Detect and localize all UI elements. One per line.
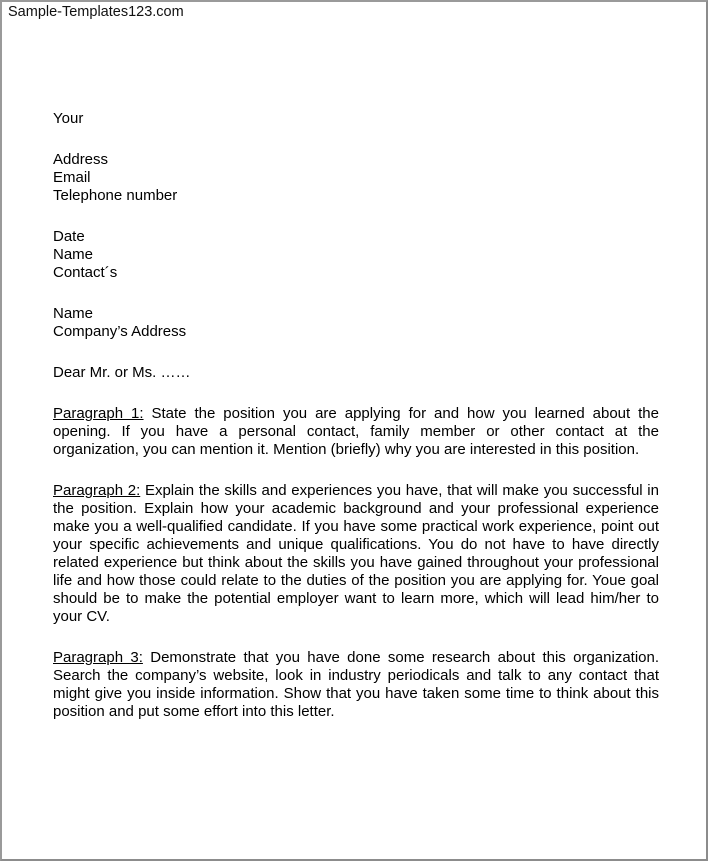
cover-letter-body [53,110,659,721]
paragraph-1-text: State the position you are applying for and how you learned about the opening. If you have a personal contact, family member or other contact at the organization, you can mention it. Mention (briefly) why you are interested in this position. [53,405,659,458]
sender-block [53,110,659,205]
recipient-name: Name [53,305,94,322]
paragraph-1-label: Paragraph 1: [53,405,144,422]
paragraph-2-text: Explain the skills and experiences you have, that will make you successful in the position. Explain how your academic background and your professional experience make you a well-qualified candidate. If you have some practical work experience, point out your specific achievements and unique qualifications. You do not have to have directly related experience but think about the skills you have gained throughout your professional life and how those could relate to the duties of the position you are applying for. Youe goal should be to make the potential employer want to learn more, which will lead him/her to your CV. [53,482,659,625]
contacts-line: Contact´s [53,264,118,281]
paragraph-3-text: Demonstrate that you have done some research about this organization. Search the company’s website, look in industry periodicals and talk to any contact that might give you inside information. Show that you have taken some time to think about this position and put some effort into this letter. [53,649,660,720]
paragraph-3 [53,649,659,721]
paragraph-2 [53,482,659,626]
paragraph-2-label: Paragraph 2: [53,482,141,499]
paragraph-3-label: Paragraph 3: [53,649,143,666]
sender-your: Your [53,110,84,127]
salutation: Dear Mr. or Ms. …… [53,364,191,381]
recipient-block [53,305,659,341]
watermark: Sample-Templates123.com [8,4,184,20]
sender-email: Email [53,169,91,186]
sender-telephone: Telephone number [53,187,178,204]
date-line: Date [53,228,85,245]
paragraph-1 [53,405,659,459]
recipient-company-address: Company’s Address [53,323,187,340]
contact-name-line: Name [53,246,94,263]
sender-address: Address [53,151,109,168]
date-block [53,228,659,282]
